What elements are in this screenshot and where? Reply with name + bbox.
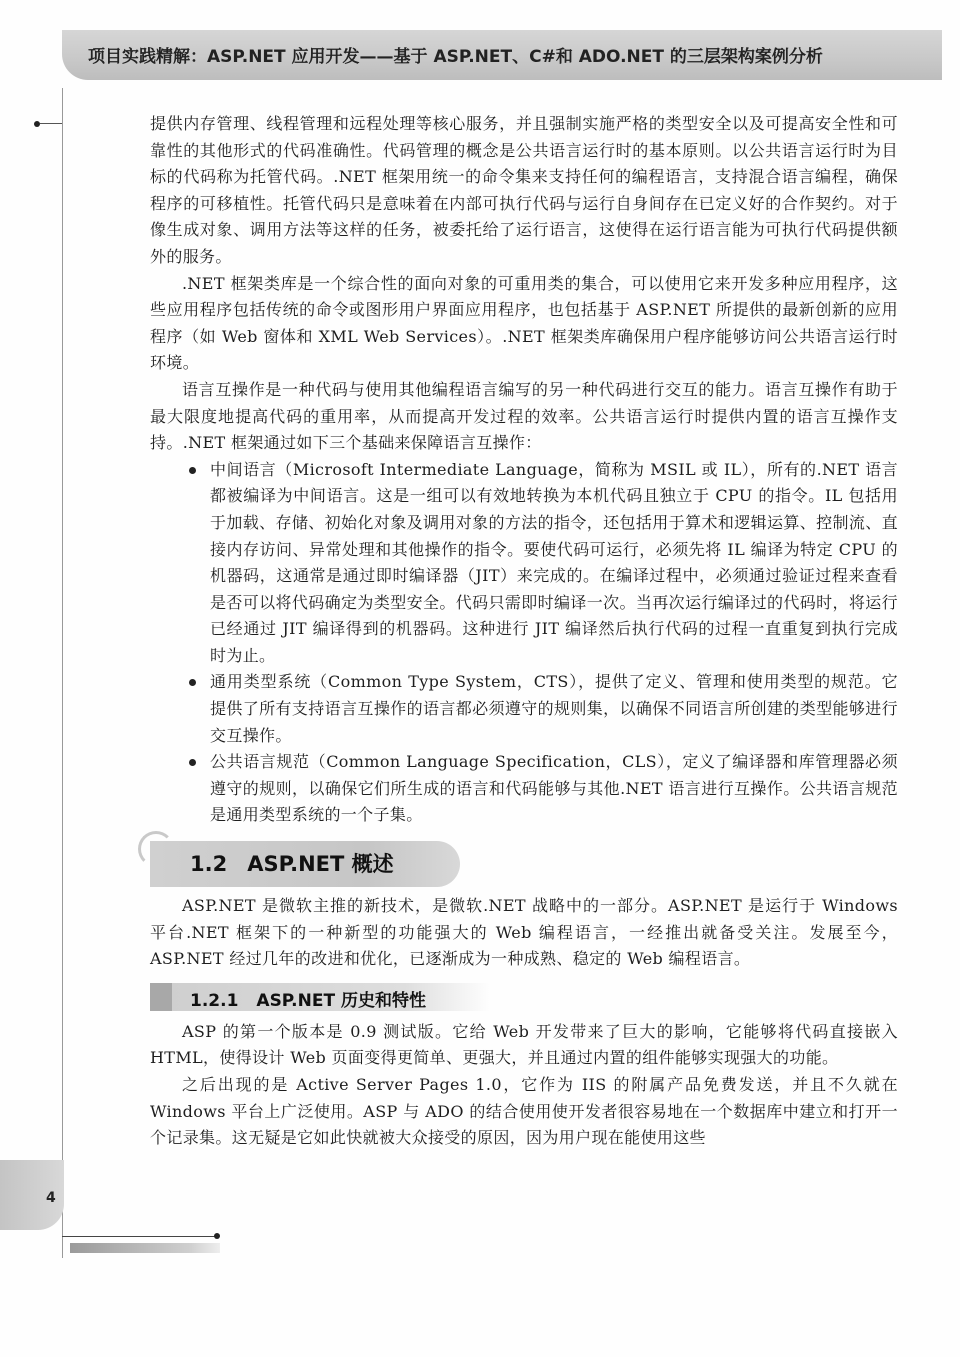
section-heading-band	[150, 841, 460, 887]
footer-bar	[70, 1243, 220, 1253]
paragraph: 之后出现的是 Active Server Pages 1.0，它作为 IIS 的附属产品免费发送，并且不久就在 Windows 平台上广泛使用。ASP 与 ADO 的结合使用使开发者很容易地在一个数据库中建立和打开一个记录集。这无疑是它如此快就被大众接受的原因，因为用户现在能使用这些	[150, 1075, 898, 1148]
bullet-list	[150, 457, 898, 829]
paragraph: 提供内存管理、线程管理和远程处理等核心服务，并且强制实施严格的类型安全以及可提高安全性和可靠性的其他形式的代码准确性。代码管理的概念是公共语言运行时的基本原则。以公共语言运行时为目标的代码称为托管代码。.NET 框架用统一的命令集来支持任何的编程语言，支持混合语言编程，确保程序的可移植性。托管代码只是意味着在内部可执行代码与运行自身间存在已定义好的合作契约。对于像生成对象、调用方法等这样的任务，被委托给了运行语言，这使得在运行语言能为可执行代码提供额外的服务。	[150, 114, 898, 266]
list-item	[150, 669, 898, 749]
page-content	[150, 111, 898, 1152]
list-item-text: 中间语言（Microsoft Intermediate Language，简称为 MSIL 或 IL），所有的.NET 语言都被编译为中间语言。这是一组可以有效地转换为本机代码且独立于 CPU 的指令。IL 包括用于加载、存储、初始化对象及调用对象的方法的指令，还包括用于算术和逻辑运算、控制流、直接内存访问、异常处理和其他操作的指令。要使代码可运行，必须先将 IL 编译为特定 CPU 的机器码，这通常是通过即时编译器（JIT）来完成的。在编译过程中，必须通过验证过程来查看是否可以将代码确定为类型安全。代码只需即时编译一次。当再次运行编译过的代码时，将运行已经通过 JIT 编译得到的机器码。这种进行 JIT 编译然后执行代码的过程一直重复到执行完成时为止。	[210, 459, 898, 665]
paragraph: ASP 的第一个版本是 0.9 测试版。它给 Web 开发带来了巨大的影响，它能够将代码直接嵌入 HTML，使得设计 Web 页面变得更简单、更强大，并且通过内置的组件能够实现强大的功能。	[150, 1021, 898, 1068]
subsection-number: 1.2.1	[190, 990, 239, 1011]
subsection-title: ASP.NET 历史和特性	[256, 990, 426, 1011]
footer-rule	[62, 1236, 217, 1237]
footer-dot	[214, 1233, 220, 1239]
subsection-heading	[190, 986, 426, 1011]
paragraph: .NET 框架类库是一个综合性的面向对象的可重用类的集合，可以使用它来开发多种应用程序，这些应用程序包括传统的命令或图形用户界面应用程序，也包括基于 ASP.NET 所提供的最新创新的应用程序（如 Web 窗体和 XML Web Services）。.NET 框架类库确保用户程序能够访问公共语言运行时环境。	[150, 273, 898, 373]
margin-dot	[34, 121, 40, 127]
margin-rule	[62, 88, 63, 1258]
section-heading	[190, 848, 394, 878]
bullet-icon	[189, 467, 196, 474]
paragraph: 语言互操作是一种代码与使用其他编程语言编写的另一种代码进行交互的能力。语言互操作有助于最大限度地提高代码的重用率，从而提高开发过程的效率。公共语言运行时提供内置的语言互操作支持。.NET 框架通过如下三个基础来保障语言互操作：	[150, 379, 898, 453]
section-title: ASP.NET 概述	[247, 852, 394, 877]
section-hook-icon	[138, 831, 174, 867]
section-number: 1.2	[190, 852, 228, 877]
bullet-icon	[189, 679, 196, 686]
bullet-icon	[189, 759, 196, 766]
page-number: 4	[46, 1190, 56, 1206]
list-item-text: 公共语言规范（Common Language Specification，CLS），定义了编译器和库管理器必须遵守的规则，以确保它们所生成的语言和代码能够与其他.NET 语言进行互操作。公共语言规范是通用类型系统的一个子集。	[210, 752, 898, 825]
running-header: 项目实践精解：ASP.NET 应用开发——基于 ASP.NET、C#和 ADO.NET 的三层架构案例分析	[88, 47, 823, 67]
list-item	[150, 749, 898, 829]
list-item	[150, 457, 898, 670]
margin-tick	[40, 123, 62, 124]
paragraph: ASP.NET 是微软主推的新技术，是微软.NET 战略中的一部分。ASP.NET 是运行于 Windows 平台.NET 框架下的一种新型的功能强大的 Web 编程语言，一经推出就备受关注。发展至今，ASP.NET 经过几年的改进和优化，已逐渐成为一种成熟、稳定的 Web 编程语言。	[150, 896, 898, 969]
subsection-heading-band	[150, 983, 490, 1011]
list-item-text: 通用类型系统（Common Type System，CTS），提供了定义、管理和使用类型的规范。它提供了所有支持语言互操作的语言都必须遵守的规则集，以确保不同语言所创建的类型能够进行交互操作。	[210, 672, 898, 745]
